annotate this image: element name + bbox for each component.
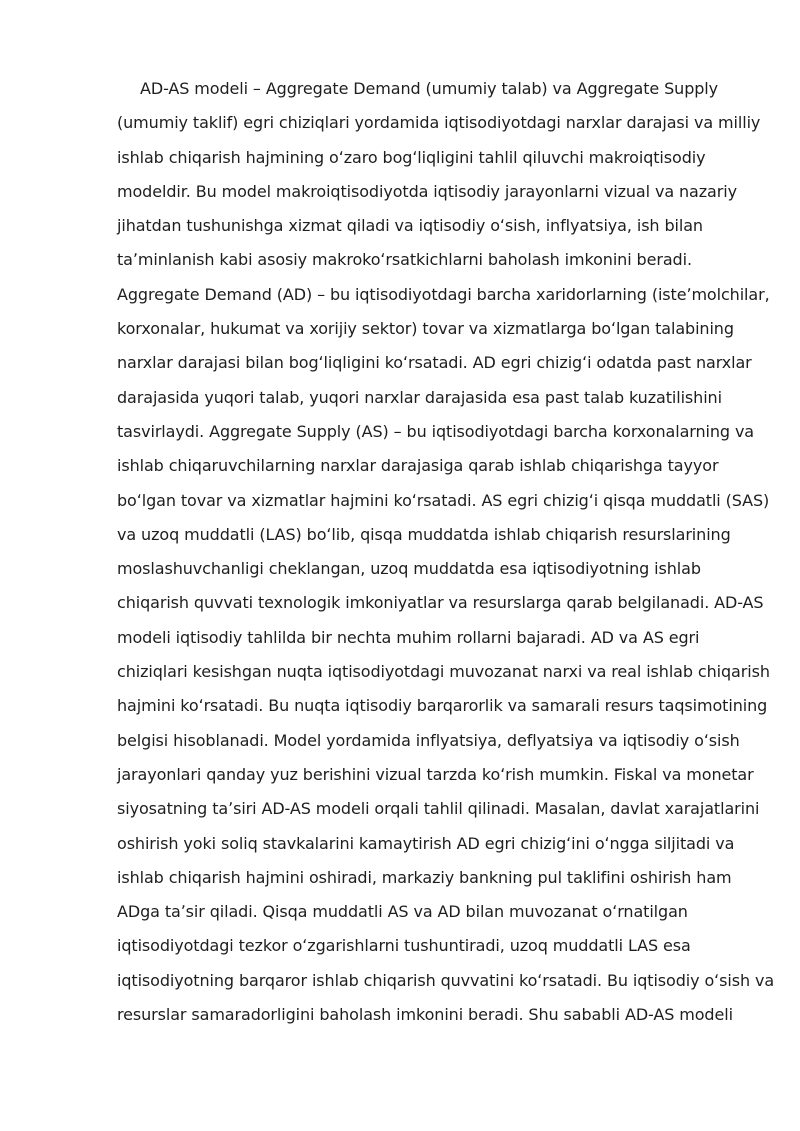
text-line: jarayonlari qanday yuz berishini vizual tarzda koʻrish mumkin. Fiskal va monetar: [117, 764, 754, 784]
text-line: Aggregate Demand (AD) – bu iqtisodiyotdagi barcha xaridorlarning (isteʼmolchilar,: [117, 284, 770, 304]
text-line: siyosatning taʼsiri AD-AS modeli orqali tahlil qilinadi. Masalan, davlat xarajatlarini: [117, 799, 760, 819]
text-line: AD-AS modeli – Aggregate Demand (umumiy talab) va Aggregate Supply: [140, 79, 719, 98]
text-line: ishlab chiqaruvchilarning narxlar darajasiga qarab ishlab chiqarishga tayyor: [117, 456, 719, 476]
text-line: chiziqlari kesishgan nuqta iqtisodiyotdagi muvozanat narxi va real ishlab chiqarish: [117, 662, 770, 682]
text-line: (umumiy taklif) egri chiziqlari yordamida iqtisodiyotdagi narxlar darajasi va milliy: [117, 113, 761, 133]
text-line: modeldir. Bu model makroiqtisodiyotda iqtisodiy jarayonlarni vizual va nazariy: [117, 181, 737, 201]
text-line: oshirish yoki soliq stavkalarini kamaytirish AD egri chizigʻini oʻngga siljitadi va: [117, 833, 735, 853]
text-line: tasvirlaydi. Aggregate Supply (AS) – bu iqtisodiyotdagi barcha korxonalarning va: [117, 421, 755, 441]
text-line: ishlab chiqarish hajmining oʻzaro bogʻliqligini tahlil qiluvchi makroiqtisodiy: [117, 147, 706, 167]
text-line: iqtisodiyotning barqaror ishlab chiqarish quvvatini koʻrsatadi. Bu iqtisodiy oʻsish va: [117, 970, 775, 990]
text-line: modeli iqtisodiy tahlilda bir nechta muhim rollarni bajaradi. AD va AS egri: [117, 627, 700, 647]
text-line: chiqarish quvvati texnologik imkoniyatlar va resurslarga qarab belgilanadi. AD-AS: [117, 593, 764, 613]
text-line: korxonalar, hukumat va xorijiy sektor) tovar va xizmatlarga boʻlgan talabining: [117, 319, 734, 339]
text-line: ishlab chiqarish hajmini oshiradi, markaziy bankning pul taklifini oshirish ham: [117, 867, 732, 887]
text-line: hajmini koʻrsatadi. Bu nuqta iqtisodiy barqarorlik va samarali resurs taqsimotining: [117, 696, 768, 716]
text-line: darajasida yuqori talab, yuqori narxlar darajasida esa past talab kuzatilishini: [117, 387, 722, 407]
text-line: belgisi hisoblanadi. Model yordamida inflyatsiya, deflyatsiya va iqtisodiy oʻsish: [117, 730, 740, 750]
text-line: resurslar samaradorligini baholash imkonini beradi. Shu sababli AD-AS modeli: [117, 1005, 733, 1025]
text-line: taʼminlanish kabi asosiy makrokoʻrsatkichlarni baholash imkonini beradi.: [117, 250, 692, 270]
text-line: iqtisodiyotdagi tezkor oʻzgarishlarni tushuntiradi, uzoq muddatli LAS esa: [117, 936, 691, 956]
text-line: ADga taʼsir qiladi. Qisqa muddatli AS va AD bilan muvozanat oʻrnatilgan: [117, 902, 688, 922]
text-line: jihatdan tushunishga xizmat qiladi va iqtisodiy oʻsish, inflyatsiya, ish bilan: [117, 216, 703, 236]
body-paragraph: [117, 72, 775, 1032]
text-line: va uzoq muddatli (LAS) boʻlib, qisqa muddatda ishlab chiqarish resurslarining: [117, 524, 731, 544]
text-line: narxlar darajasi bilan bogʻliqligini koʻrsatadi. AD egri chizigʻi odatda past narxlar: [117, 353, 752, 373]
text-line: moslashuvchanligi cheklangan, uzoq muddatda esa iqtisodiyotning ishlab: [117, 559, 701, 579]
text-line: boʻlgan tovar va xizmatlar hajmini koʻrsatadi. AS egri chizigʻi qisqa muddatli (SAS): [117, 490, 770, 510]
